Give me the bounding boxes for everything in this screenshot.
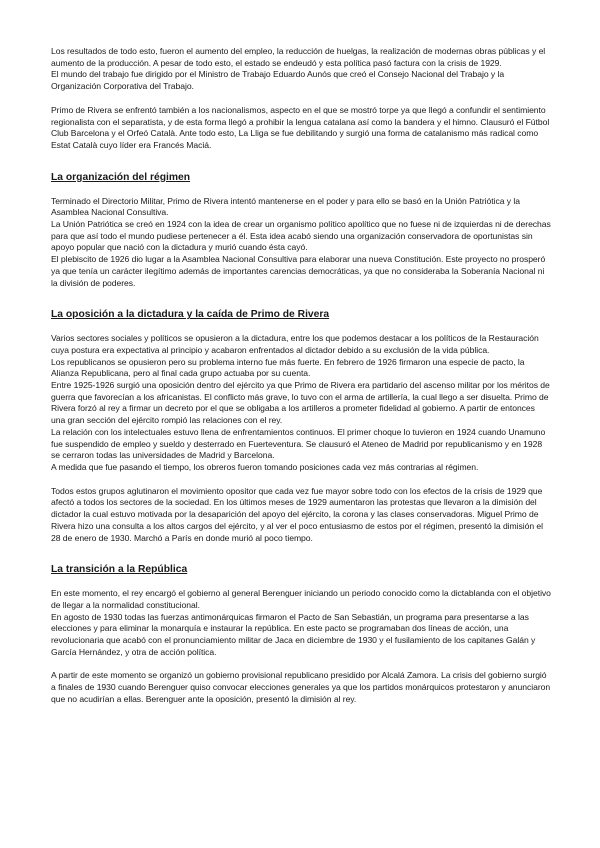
section-heading-transicion: La transición a la República (51, 564, 188, 576)
section2-paragraph-4: La relación con los intelectuales estuvo llena de enfrentamientos continuos. El primer choque lo tuvieron en 1924 cuando Unamuno fue suspendido de empleo y sueldo y desterrado en Fuerteventura. Se clausuró el Ateneo de Madrid por republicanismo y en 1928 se cerraron todas las universidades de Madrid y Barcelona. (51, 426, 546, 461)
section2-paragraph-3: Entre 1925-1926 surgió una oposición dentro del ejército ya que Primo de Rivera era partidario del ascenso militar por los méritos de guerra que favorecían a los africanistas. El conflicto más grave, lo tuvo con el arma de artillería, la cual llego a ser disuelta. Primo de Rivera forzó al rey a firmar un decreto por el que se obligaba a los artilleros a prometer fidelidad al gobierno. A partir de entonces una gran sección del ejército rompió las relaciones con el rey. (51, 380, 550, 426)
section2-paragraph-1: Varios sectores sociales y políticos se opusieron a la dictadura, entre los que podemos destacar a los políticos de la Restauración cuya postura era expectativa al principio y acabaron enfrentados al dictador debido a su exclusión de la vida pública. (51, 333, 539, 355)
section1-paragraph-1: Terminado el Directorio Militar, Primo de Rivera intentó mantenerse en el poder y para ello se basó en la Unión Patriótica y la Asamblea Nacional Consultiva. (51, 195, 520, 218)
section1-paragraph-2: La Unión Patriótica se creó en 1924 con la idea de crear un organismo político apolítico que no fuese ni de izquierdas ni de derechas para que así todo el mundo pudiese pertenecer a él. Esta idea acabó siendo una organización conservadora de oportunistas sin apoyo popular que nació con la dictadura y murió cuando ésta cayó. (51, 219, 551, 253)
intro-paragraph-3: Primo de Rivera se enfrentó también a los nacionalismos, aspecto en el que se mostró torpe ya que llegó a confundir el sentimiento regionalista con el separatista, y de esta forma llegó a prohibir la lengua catalana así como la bandera y el himno. Clausuró el Fútbol Club Barcelona y el Orfeó Català. Ante todo esto, La Lliga se fue debilitando y surgió una forma de catalanismo más radical como Estat Català cuyo líder era Francés Maciá. (51, 104, 550, 150)
section2-paragraph-2: Los republicanos se opusieron pero su problema interno fue más fuerte. En febrero de 1926 firmaron una especie de pacto, la Alianza Republicana, pero al final cada grupo actuaba por su cuenta. (51, 356, 525, 379)
section3-paragraph-1: En este momento, el rey encargó el gobierno al general Berenguer iniciando un periodo conocido como la dictablanda con el objetivo de llegar a la normalidad constitucional. (51, 588, 551, 610)
intro-paragraph-2: El mundo del trabajo fue dirigido por el Ministro de Trabajo Eduardo Aunós que creó el Consejo Nacional del Trabajo y la Organización Corporativa del Trabajo. (51, 69, 505, 92)
document-page (51, 46, 551, 706)
intro-paragraph-1: Los resultados de todo esto, fueron el aumento del empleo, la reducción de huelgas, la realización de modernas obras públicas y el aumento de la producción. A pesar de todo esto, el estado se endeudó y esta política pasó factura con la crisis de 1929. (51, 46, 546, 68)
section-heading-oposicion: La oposición a la dictadura y la caída de Primo de Rivera (51, 309, 330, 321)
section1-paragraph-3: El plebiscito de 1926 dio lugar a la Asamblea Nacional Consultiva para elaborar una nueva Constitución. Este proyecto no prosperó ya que tenía un carácter ilegítimo además de importantes carencias democráticas, ya que no consideraba la Soberanía Nacional ni la división de poderes. (51, 254, 546, 288)
section3-paragraph-2: En agosto de 1930 todas las fuerzas antimonárquicas firmaron el Pacto de San Sebastián, un programa para presentarse a las elecciones y para eliminar la monarquía e instaurar la república. En este pacto se programaban dos líneas de acción, una revolucionaria que acabó con el pronunciamiento militar de Jaca en diciembre de 1930 y el fusilamiento de los capitanes Galán y García Hernández, y otra de acción política. (51, 611, 536, 657)
section3-paragraph-3: A partir de este momento se organizó un gobierno provisional republicano presidido por Alcalá Zamora. La crisis del gobierno surgió a finales de 1930 cuando Berenguer quiso convocar elecciones generales ya que los partidos monárquicos protestaron y anunciaron que no acudirían a ellas. Berenguer ante la oposición, presentó la dimisión al rey. (51, 670, 551, 704)
section-heading-organizacion: La organización del régimen (51, 171, 191, 183)
section2-paragraph-5: A medida que fue pasando el tiempo, los obreros fueron tomando posiciones cada vez más contrarias al régimen. (51, 461, 479, 472)
section2-paragraph-6: Todos estos grupos aglutinaron el movimiento opositor que cada vez fue mayor sobre todo con los efectos de la crisis de 1929 que afectó a todos los sectores de la sociedad. En los últimos meses de 1929 aumentaron las protestas que llevaron a la dimisión del dictador la cual estuvo motivada por la desaparición del apoyo del ejército, la corona y las clases conservadoras. Miguel Primo de Rivera hizo una consulta a los altos cargos del ejército, y al ver el poco entusiasmo de estos por el régimen, presentó la dimisión el 28 de enero de 1930. Marchó a París en donde murió al poco tiempo. (51, 485, 543, 543)
